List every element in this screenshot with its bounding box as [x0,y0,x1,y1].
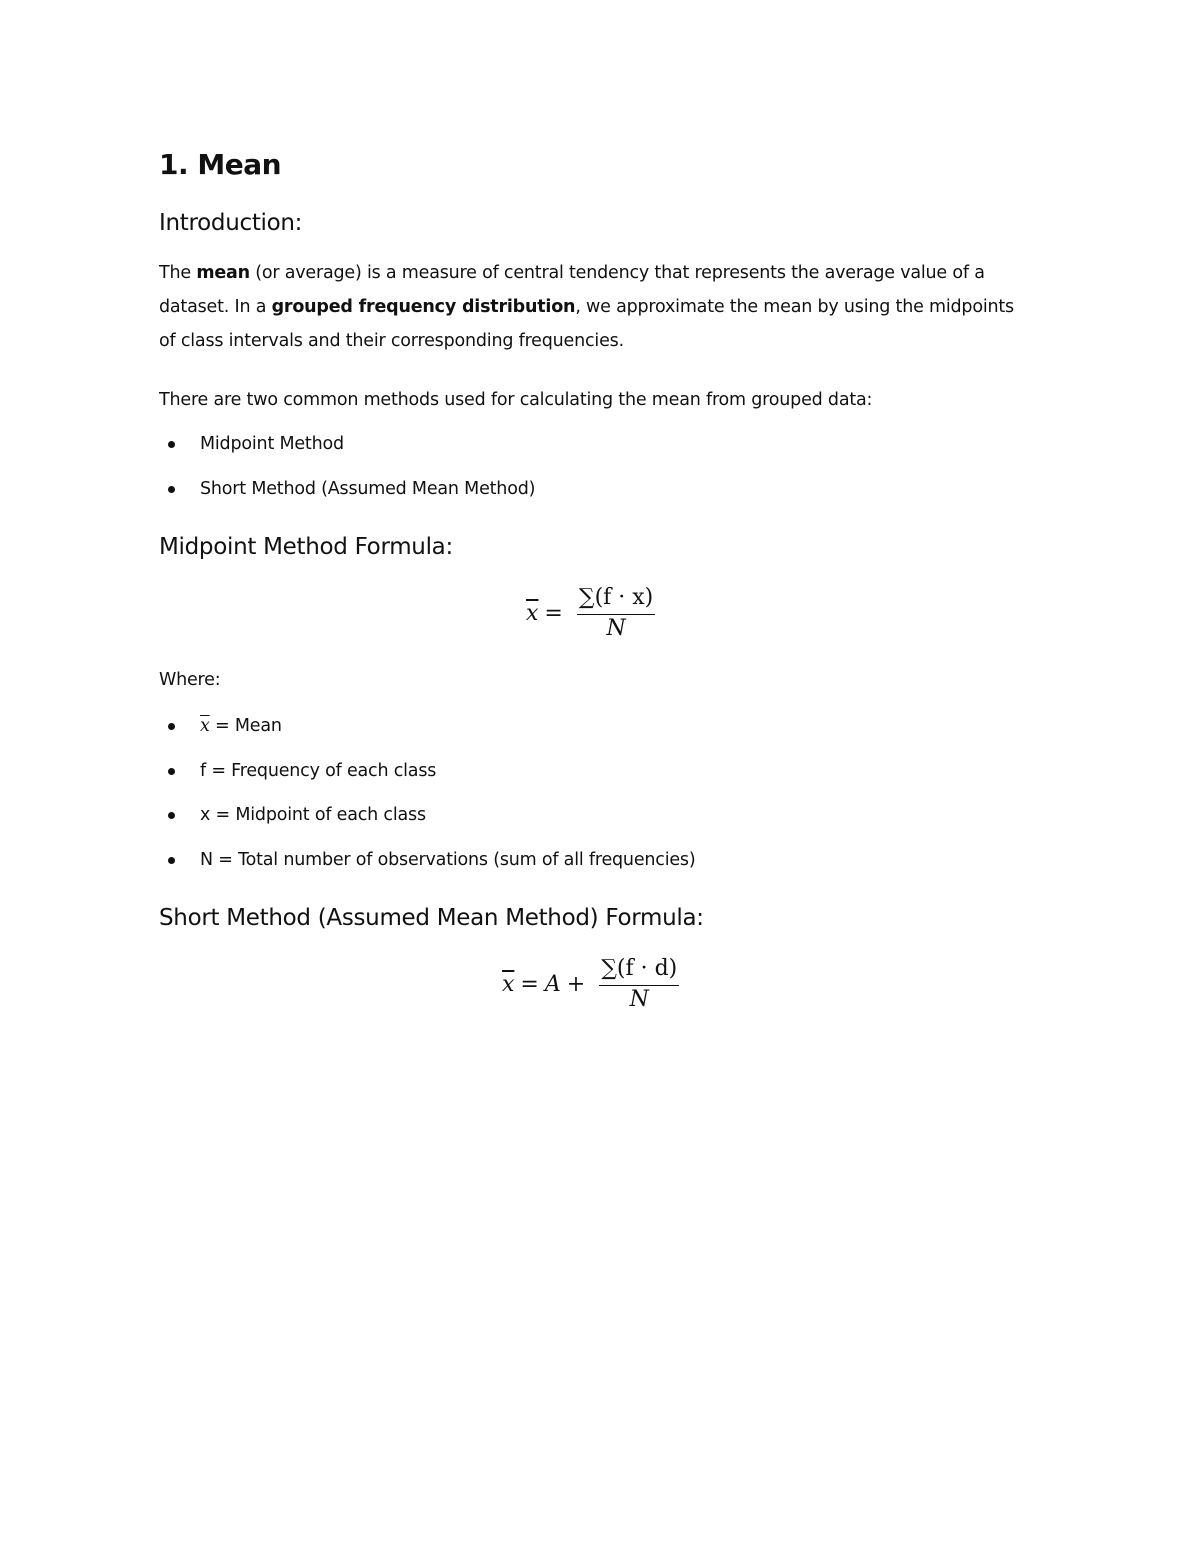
intro-bold-mean: mean [196,263,250,283]
page-title: 1. Mean [159,148,282,181]
formula-plus: + [566,972,586,997]
variables-list [159,714,695,892]
variable-symbol: x [200,805,211,825]
list-item [159,714,695,759]
intro-bold-grouped: grouped frequency distribution [271,297,576,317]
bullet-icon [168,486,175,493]
variable-symbol: $\overline{x}$ [200,716,210,736]
formula-assumed-mean: A [544,972,561,997]
bullet-icon [168,768,175,775]
intro-text-3: , we approximate the mean by using the midpoints of class intervals and their corresponding frequencies. [159,297,1014,351]
bullet-icon [168,723,175,730]
formula-numerator: ∑(f · x) [577,584,655,615]
method-label: Midpoint Method [200,434,344,454]
list-item [159,759,695,804]
formula-equals: = [520,972,539,997]
introduction-heading: Introduction: [159,210,303,236]
methods-list [159,432,535,521]
formula-equals: = [544,601,563,626]
short-method-formula [502,955,679,1014]
where-label: Where: [159,670,221,690]
formula-fraction [599,955,679,1014]
formula-lhs: $\overline{x}$ [502,972,515,997]
bullet-icon [168,812,175,819]
variable-description: = Midpoint of each class [210,805,426,825]
formula-lhs: $\overline{x}$ [526,601,539,626]
formula-numerator: ∑(f · d) [599,955,679,986]
intro-text-2: (or average) is a measure of central tendency that represents the average value of a dataset. In a [159,263,985,317]
variable-symbol: f [200,760,206,781]
list-item [159,848,695,893]
short-method-formula-heading: Short Method (Assumed Mean Method) Formula: [159,905,704,931]
methods-intro-paragraph: There are two common methods used for calculating the mean from grouped data: [159,390,873,410]
variable-description: = Mean [209,716,282,736]
list-item [159,803,695,848]
variable-description: = Frequency of each class [205,760,437,781]
bullet-icon [168,441,175,448]
midpoint-formula [526,584,655,643]
midpoint-formula-heading: Midpoint Method Formula: [159,534,453,560]
variable-description: = Total number of observations (sum of all frequencies) [212,849,696,870]
list-item [159,477,535,522]
list-item [159,432,535,477]
variable-symbol: N [200,849,213,870]
intro-text-1: The [159,263,197,283]
introduction-paragraph [159,256,1029,358]
formula-denominator: N [629,987,649,1012]
bullet-icon [168,857,175,864]
formula-denominator: N [606,616,626,641]
method-label: Short Method (Assumed Mean Method) [200,478,536,499]
formula-fraction [577,584,655,643]
